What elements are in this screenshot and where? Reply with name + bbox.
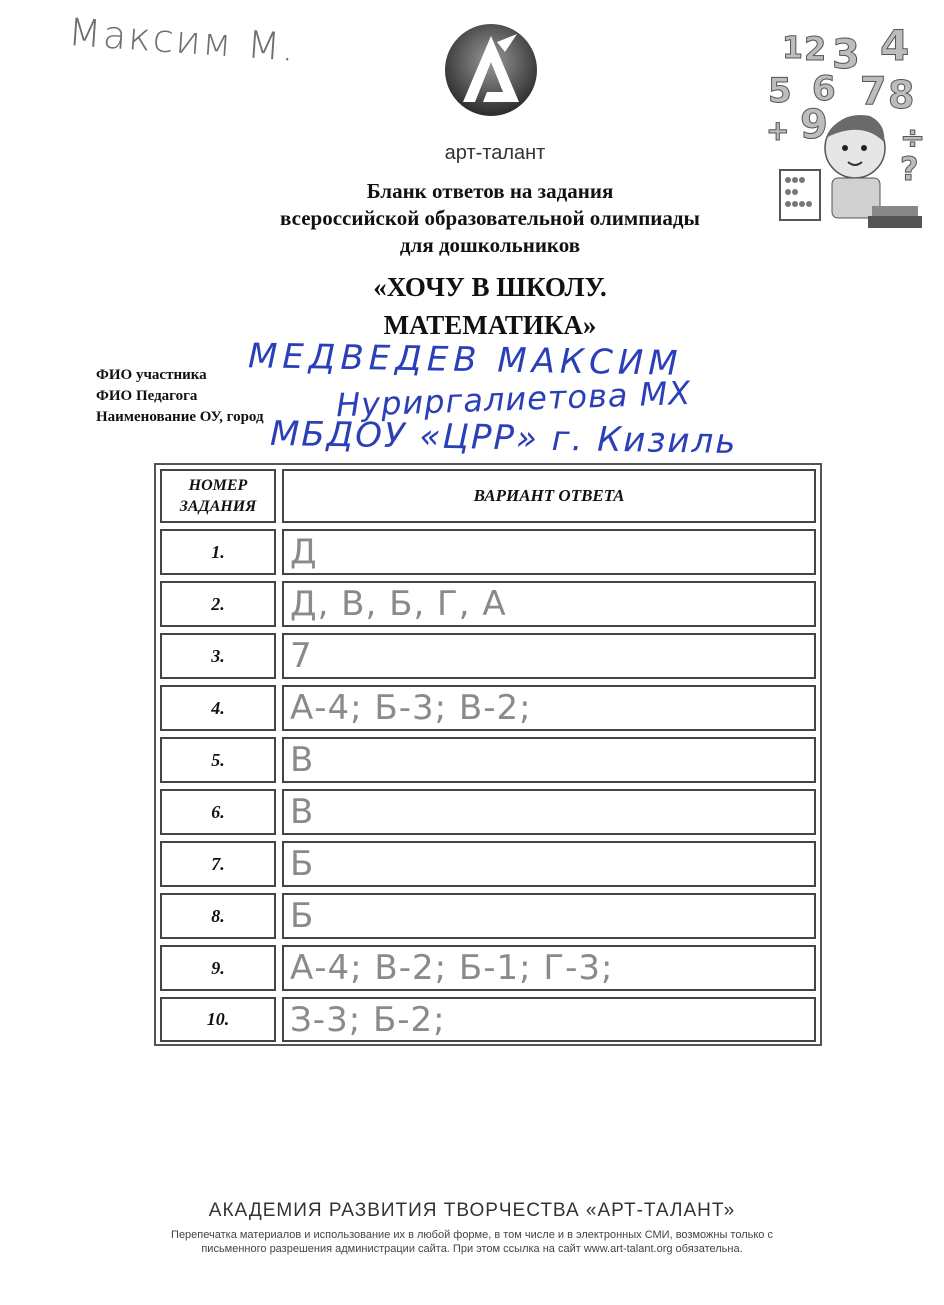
header-task-number-line-2: ЗАДАНИЯ: [179, 498, 257, 515]
teacher-value[interactable]: Нуриргалиетова МХ: [335, 373, 692, 425]
participant-label: ФИО участника: [96, 367, 207, 383]
title-line-3: для дошкольников: [399, 233, 581, 257]
footer-note-line-1: Перепечатка материалов и использование их в любой форме, в том числе и в электронных СМИ, возможны только с: [171, 1229, 773, 1241]
digit-1: 1: [782, 31, 803, 66]
header-task-number: [160, 469, 276, 523]
answer-text: А-4; В-2; Б-1; Г-3;: [290, 948, 614, 988]
task-number: 3.: [160, 633, 276, 679]
task-number: 8.: [160, 893, 276, 939]
digit-6: 6: [812, 69, 836, 109]
digit-3: 3: [832, 32, 860, 78]
answer-cell[interactable]: [282, 841, 816, 887]
svg-text:÷: ÷: [900, 121, 926, 156]
task-number: 2.: [160, 581, 276, 627]
answer-cell[interactable]: [282, 581, 816, 627]
answer-text: В: [290, 792, 315, 832]
answer-text: Б: [290, 896, 315, 936]
answer-text: А-4; Б-3; В-2;: [290, 688, 532, 728]
answer-cell[interactable]: [282, 685, 816, 731]
school-label: Наименование ОУ, город: [96, 409, 264, 425]
table-row: [160, 893, 816, 939]
table-header-row: [160, 469, 816, 523]
school-value[interactable]: МБДОУ «ЦРР» г. Кизиль: [269, 413, 738, 463]
table-row: [160, 737, 816, 783]
task-number: 5.: [160, 737, 276, 783]
table-row: [160, 841, 816, 887]
digit-2: 2: [804, 30, 827, 68]
table-row: [160, 945, 816, 991]
answer-text: В: [290, 740, 315, 780]
digit-4: 4: [880, 21, 910, 70]
digit-5: 5: [768, 71, 792, 111]
svg-text:?: ?: [900, 150, 919, 188]
handwritten-name: Максим М.: [66, 10, 298, 70]
table-row: [160, 581, 816, 627]
answer-cell[interactable]: [282, 997, 816, 1042]
digit-8: 8: [888, 73, 915, 117]
participant-value[interactable]: МЕДВЕДЕВ МАКСИМ: [247, 336, 683, 384]
answer-table: [154, 463, 822, 1046]
olympiad-name-line-2: МАТЕМАТИКА»: [383, 310, 597, 340]
footer-note: [100, 1228, 844, 1256]
answer-cell[interactable]: [282, 893, 816, 939]
title-line-1: Бланк ответов на задания: [366, 179, 614, 203]
answer-text: Б: [290, 844, 315, 884]
task-number: 7.: [160, 841, 276, 887]
table-row: [160, 685, 816, 731]
header-answer: ВАРИАНТ ОТВЕТА: [282, 469, 816, 523]
answer-cell[interactable]: [282, 529, 816, 575]
task-number: 1.: [160, 529, 276, 575]
digit-7: 7: [860, 69, 887, 113]
answer-text: З-3; Б-2;: [290, 999, 446, 1040]
answer-text: Д, В, Б, Г, А: [290, 584, 507, 624]
footer-note-line-2: письменного разрешения администрации сайта. При этом ссылка на сайт www.art-talant.org обязательна.: [201, 1243, 743, 1255]
header-task-number-line-1: НОМЕР: [188, 477, 248, 494]
olympiad-name-line-1: «ХОЧУ В ШКОЛУ.: [373, 272, 607, 302]
answer-text: 7: [290, 636, 313, 676]
answer-text: Д: [290, 532, 318, 572]
footer-title: АКАДЕМИЯ РАЗВИТИЯ ТВОРЧЕСТВА «АРТ-ТАЛАНТ»: [208, 1200, 736, 1221]
task-number: 6.: [160, 789, 276, 835]
answer-cell[interactable]: [282, 737, 816, 783]
table-row: [160, 997, 816, 1042]
art-talant-logo: [443, 22, 539, 118]
table-row: [160, 529, 816, 575]
answer-cell[interactable]: [282, 945, 816, 991]
teacher-label: ФИО Педагога: [96, 388, 198, 404]
title-line-2: всероссийской образовательной олимпиады: [280, 206, 700, 230]
task-number: 9.: [160, 945, 276, 991]
task-number: 4.: [160, 685, 276, 731]
digit-9: 9: [800, 102, 828, 148]
brand-name: арт-талант: [444, 142, 546, 164]
answer-cell[interactable]: [282, 633, 816, 679]
table-row: [160, 633, 816, 679]
answer-cell[interactable]: [282, 789, 816, 835]
table-row: [160, 789, 816, 835]
task-number: 10.: [160, 997, 276, 1042]
olympiad-name: [180, 268, 800, 344]
form-title: [180, 178, 800, 259]
svg-text:+: +: [766, 114, 790, 147]
field-labels: [96, 365, 264, 428]
